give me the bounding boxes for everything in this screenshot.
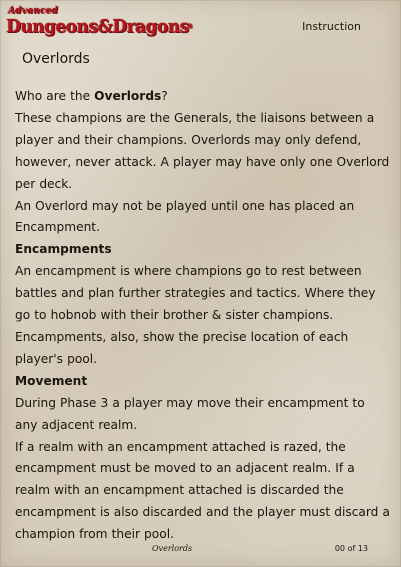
encampments-paragraph-1: An encampment is where champions go to rest between battles and plan further strategies and tactics. Where they go to hobnob with their brother & sister champions. <box>15 264 376 323</box>
overlords-paragraph-2: An Overlord may not be played until one has placed an Encampment. <box>15 198 355 235</box>
movement-paragraph-1: During Phase 3 a player may move their encampment to any adjacent realm. <box>15 395 365 432</box>
overlords-intro <box>15 86 390 108</box>
intro-bold-term: Overlords <box>94 89 162 103</box>
rules-content <box>15 86 390 546</box>
footer-page-number: 00 of 13 <box>334 544 368 553</box>
intro-suffix: ? <box>161 89 168 103</box>
dnd-logo <box>5 6 193 46</box>
instruction-label: Instruction <box>302 20 361 33</box>
movement-paragraph-2: If a realm with an encampment attached is razed, the encampment must be moved to an adjacent realm. If a realm with an encampment attached is discarded the encampment is also discarded and the player must discard a champion from their pool. <box>15 439 390 542</box>
logo-advanced-text: Advanced <box>8 6 58 16</box>
logo-main-text: Dungeons&Dragons <box>6 16 189 37</box>
encampments-paragraph-2: Encampments, also, show the precise location of each player's pool. <box>15 329 349 366</box>
movement-heading: Movement <box>15 373 88 388</box>
footer-section-name: Overlords <box>152 544 193 553</box>
page-title: Overlords <box>22 51 90 67</box>
overlords-paragraph-1: These champions are the Generals, the liaisons between a player and their champions. Overlords may only defend, however, never attack. A player may have only one Overlord per deck. <box>15 110 390 191</box>
logo-trademark: ® <box>187 23 193 30</box>
encampments-heading: Encampments <box>15 242 112 257</box>
intro-prefix: Who are the <box>15 89 95 103</box>
